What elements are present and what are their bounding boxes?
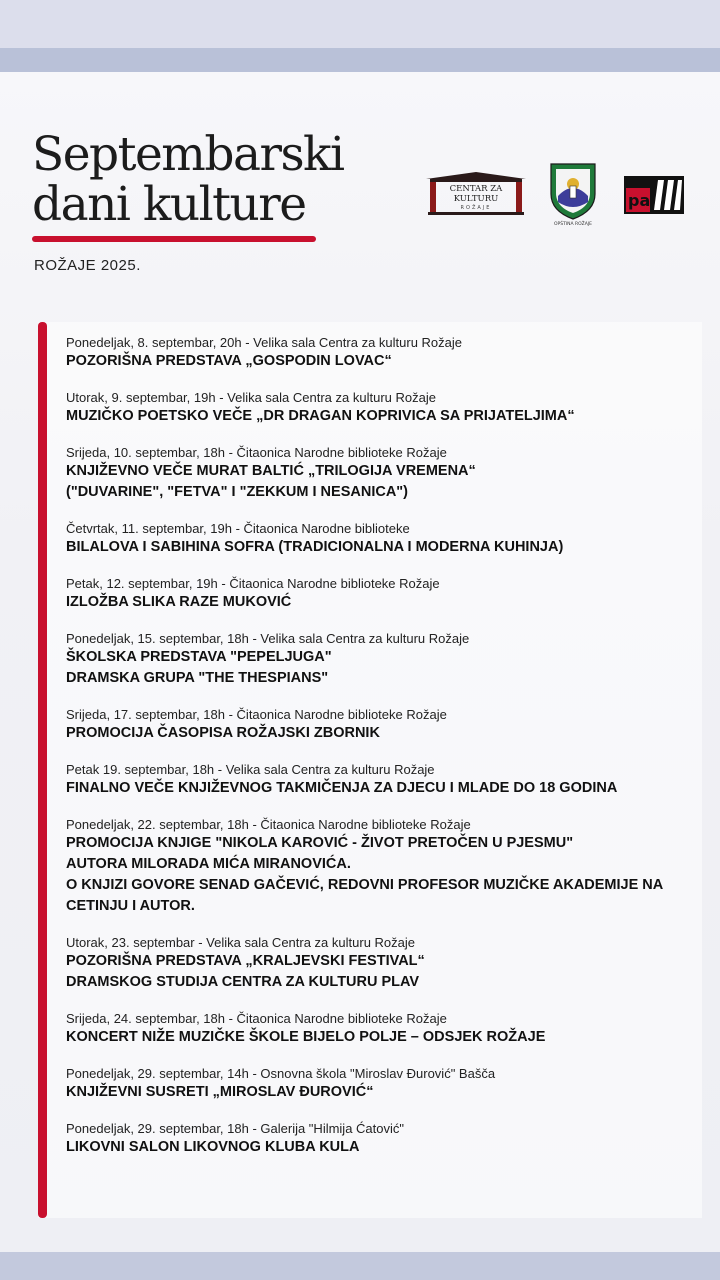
event-item: [66, 521, 706, 558]
ckr-roof: [426, 172, 526, 179]
pa-logo: [624, 176, 684, 214]
event-item: [66, 762, 706, 799]
event-meta: Četvrtak, 11. septembar, 19h - Čitaonica Narodne biblioteke: [66, 521, 410, 536]
title-underline: [32, 236, 316, 242]
event-item: [66, 1121, 706, 1158]
top-strip: [0, 0, 720, 48]
ckr-line-3: ROŽAJE: [460, 205, 492, 211]
poster-subtitle: ROŽAJE 2025.: [34, 257, 141, 274]
event-title-line: KONCERT NIŽE MUZIČKE ŠKOLE BIJELO POLJE – ODSJEK ROŽAJE: [66, 1029, 546, 1045]
event-title-line: ŠKOLSKA PREDSTAVA "PEPELJUGA": [66, 649, 332, 665]
event-title-line: POZORIŠNA PREDSTAVA „GOSPODIN LOVAC“: [66, 353, 392, 369]
event-title-line: DRAMSKOG STUDIJA CENTRA ZA KULTURU PLAV: [66, 974, 420, 990]
event-meta: Ponedeljak, 15. septembar, 18h - Velika sala Centra za kulturu Rožaje: [66, 631, 470, 646]
event-meta: Utorak, 9. septembar, 19h - Velika sala Centra za kulturu Rožaje: [66, 390, 436, 405]
event-meta: Ponedeljak, 22. septembar, 18h - Čitaonica Narodne biblioteke Rožaje: [66, 817, 471, 832]
event-title-line: AUTORA MILORADA MIĆA MIRANOVIĆA.: [66, 856, 351, 872]
bottom-band: [0, 1252, 720, 1280]
opstina-rozaje-crest: [548, 160, 598, 226]
event-title-line: BILALOVA I SABIHINA SOFRA (TRADICIONALNA I MODERNA KUHINJA): [66, 539, 564, 555]
top-band: [0, 48, 720, 72]
title-line-2: dani kulture: [32, 177, 306, 232]
event-title-line: POZORIŠNA PREDSTAVA „KRALJEVSKI FESTIVAL“: [66, 953, 425, 969]
event-title-line: KNJIŽEVNO VEČE MURAT BALTIĆ „TRILOGIJA VREMENA“: [66, 463, 476, 479]
event-item: [66, 817, 706, 917]
event-item: [66, 576, 706, 613]
event-title-line: MUZIČKO POETSKO VEČE „DR DRAGAN KOPRIVICA SA PRIJATELJIMA“: [66, 408, 575, 424]
event-meta: Srijeda, 24. septembar, 18h - Čitaonica Narodne biblioteke Rožaje: [66, 1011, 447, 1026]
event-item: [66, 1066, 706, 1103]
event-title-line: IZLOŽBA SLIKA RAZE MUKOVIĆ: [66, 594, 292, 610]
events-list: [66, 335, 706, 1158]
event-item: [66, 631, 706, 689]
event-item: [66, 445, 706, 503]
event-meta: Srijeda, 17. septembar, 18h - Čitaonica Narodne biblioteke Rožaje: [66, 707, 447, 722]
event-item: [66, 935, 706, 993]
event-meta: Srijeda, 10. septembar, 18h - Čitaonica Narodne biblioteke Rožaje: [66, 445, 447, 460]
events-accent-bar: [38, 322, 47, 1218]
event-item: [66, 707, 706, 744]
event-title-line: KNJIŽEVNI SUSRETI „MIROSLAV ĐUROVIĆ“: [66, 1084, 374, 1100]
event-title-line: ("DUVARINE", "FETVA" I "ZEKKUM I NESANICA"): [66, 484, 408, 500]
event-meta: Utorak, 23. septembar - Velika sala Centra za kulturu Rožaje: [66, 935, 416, 950]
event-title-line: PROMOCIJA KNJIGE "NIKOLA KAROVIĆ - ŽIVOT PRETOČEN U PJESMU": [66, 835, 574, 851]
ckr-line-1: CENTAR ZA: [449, 184, 503, 194]
event-meta: Petak 19. septembar, 18h - Velika sala Centra za kulturu Rožaje: [66, 762, 435, 777]
event-item: [66, 1011, 706, 1048]
event-item: [66, 390, 706, 427]
event-meta: Petak, 12. septembar, 19h - Čitaonica Narodne biblioteke Rožaje: [66, 576, 440, 591]
crest-caption: OPŠTINA ROŽAJE: [553, 222, 593, 226]
ckr-line-2: KULTURU: [453, 194, 499, 204]
event-item: [66, 335, 706, 372]
pa-logo-text: pa: [628, 191, 651, 210]
centar-za-kulturu-logo: [424, 170, 528, 216]
event-title-line: PROMOCIJA ČASOPISA ROŽAJSKI ZBORNIK: [66, 725, 380, 741]
poster-title: [32, 127, 344, 232]
event-title-line: FINALNO VEČE KNJIŽEVNOG TAKMIČENJA ZA DJECU I MLADE DO 18 GODINA: [66, 780, 618, 796]
event-title-line: DRAMSKA GRUPA "THE THESPIANS": [66, 670, 329, 686]
event-title-line: LIKOVNI SALON LIKOVNOG KLUBA KULA: [66, 1139, 360, 1155]
title-line-1: Septembarski: [32, 127, 344, 182]
event-title-line: O KNJIZI GOVORE SENAD GAČEVIĆ, REDOVNI PROFESOR MUZIČKE AKADEMIJE NA CETINJU I AUTOR.: [66, 877, 663, 914]
event-meta: Ponedeljak, 29. septembar, 14h - Osnovna škola "Miroslav Đurović" Bašča: [66, 1066, 496, 1081]
event-meta: Ponedeljak, 8. septembar, 20h - Velika sala Centra za kulturu Rožaje: [66, 335, 463, 350]
event-meta: Ponedeljak, 29. septembar, 18h - Galerija "Hilmija Ćatović": [66, 1121, 404, 1136]
